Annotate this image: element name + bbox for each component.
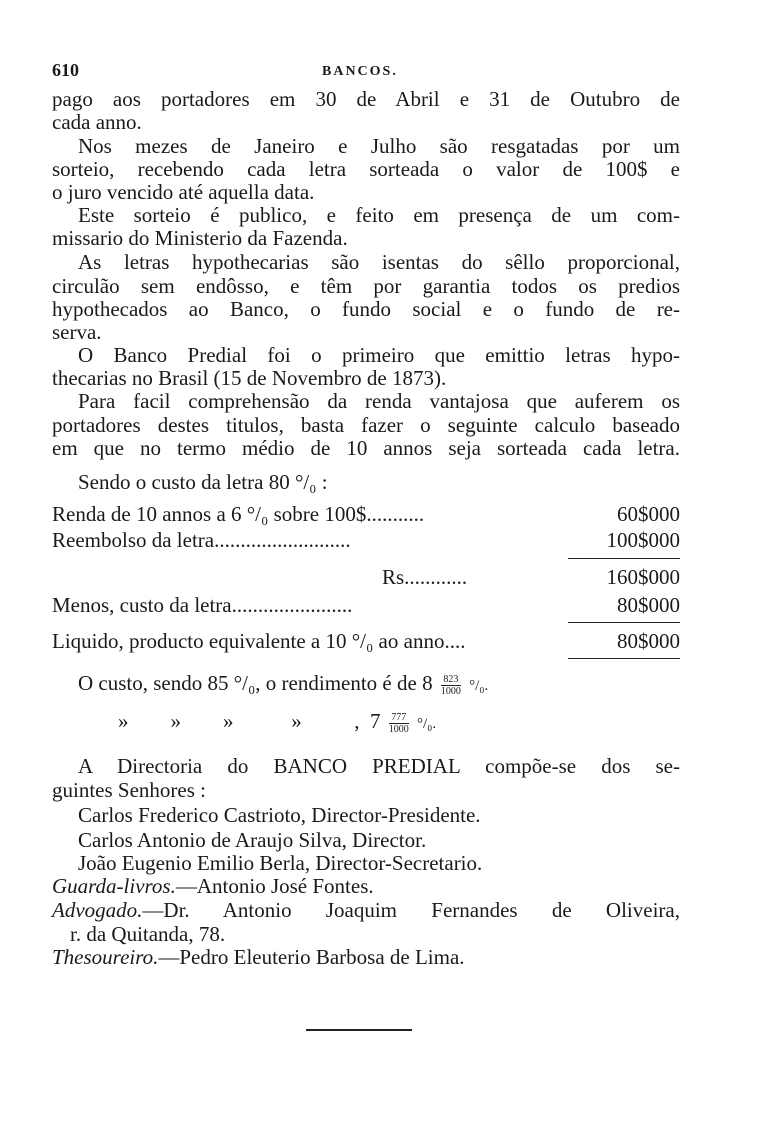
text-line: A Directoria do BANCO PREDIAL compõe-se dos se-	[78, 754, 680, 778]
table-row-label: Reembolso da letra..........................	[52, 528, 351, 552]
table-row-label: Liquido, producto equivalente a 10 °/₀ ao anno....	[52, 629, 466, 653]
sum-rule	[568, 558, 680, 559]
name: —Antonio José Fontes.	[175, 874, 374, 898]
text-line: circulão sem endôsso, e têm por garantia todos os predios	[52, 274, 680, 298]
page-number: 610	[52, 60, 79, 80]
text-line: em que no termo médio de 10 annos seja sorteada cada letra.	[52, 436, 680, 460]
role: Thesoureiro.	[52, 945, 159, 969]
denominator: 1000	[440, 685, 461, 697]
name: —Dr. Antonio Joaquim Fernandes de Oliveira,	[142, 898, 680, 922]
role: Advogado.	[52, 898, 143, 922]
table-row-label: Rs............	[382, 565, 468, 589]
text-line: As letras hypothecarias são isentas do sêllo proporcional,	[78, 250, 680, 274]
table-row-amount: 80$000	[617, 629, 680, 653]
member-line	[52, 899, 680, 922]
numerator: 823	[443, 673, 459, 685]
role: Guarda-livros.	[52, 874, 176, 898]
table-row-amount: 160$000	[606, 565, 680, 589]
denominator: 1000	[388, 723, 409, 735]
text-line: Nos mezes de Janeiro e Julho são resgatadas por um	[78, 134, 680, 158]
sum-rule	[568, 622, 680, 623]
yield-line	[118, 710, 436, 736]
text-line: Para facil comprehensão da renda vantajosa que auferem os	[78, 389, 680, 413]
text-line: o juro vencido até aquella data.	[52, 180, 315, 204]
member-line: João Eugenio Emilio Berla, Director-Secretario.	[78, 851, 483, 875]
table-row	[52, 630, 680, 653]
text-line: cada anno.	[52, 110, 142, 134]
fraction	[441, 674, 461, 697]
table-row-amount: 100$000	[606, 528, 680, 552]
text-line: Sendo o custo da letra 80 °/₀ :	[78, 470, 328, 494]
text-line: pago aos portadores em 30 de Abril e 31 de Outubro de	[52, 87, 680, 111]
text-line: serva.	[52, 320, 102, 344]
text-line: guintes Senhores :	[52, 778, 206, 802]
text-line: Este sorteio é publico, e feito em presença de um com-	[78, 203, 680, 227]
numerator: 777	[391, 711, 407, 723]
percent-sign: °/₀.	[469, 678, 489, 694]
text-line: portadores destes titulos, basta fazer o seguinte calculo baseado	[52, 413, 680, 437]
text-line: missario do Ministerio da Fazenda.	[52, 226, 348, 250]
table-row	[52, 503, 680, 526]
sum-rule	[568, 658, 680, 659]
text-line: hypothecados ao Banco, o fundo social e o fundo de re-	[52, 297, 680, 321]
yield-text: O custo, sendo 85 °/₀, o rendimento é de 8	[78, 671, 433, 695]
name: —Pedro Eleuterio Barbosa de Lima.	[158, 945, 465, 969]
end-rule	[306, 1029, 412, 1031]
member-line: Carlos Antonio de Araujo Silva, Director.	[78, 828, 427, 852]
yield-line	[78, 672, 488, 698]
member-line	[52, 875, 680, 898]
yield-text: » » » » , 7	[118, 709, 381, 733]
running-title: BANCOS.	[322, 64, 398, 79]
table-row	[382, 566, 680, 589]
table-row	[52, 529, 680, 552]
member-line	[52, 946, 680, 969]
text-line: O Banco Predial foi o primeiro que emittio letras hypo-	[78, 343, 680, 367]
address-line: r. da Quitanda, 78.	[70, 922, 226, 946]
table-row-amount: 80$000	[617, 593, 680, 617]
member-line: Carlos Frederico Castrioto, Director-Presidente.	[78, 803, 481, 827]
fraction	[389, 712, 409, 735]
table-row-amount: 60$000	[617, 502, 680, 526]
table-row-label: Renda de 10 annos a 6 °/₀ sobre 100$...........	[52, 502, 425, 526]
text-line: thecarias no Brasil (15 de Novembro de 1873).	[52, 366, 447, 390]
table-row-label: Menos, custo da letra.......................	[52, 593, 353, 617]
percent-sign: °/₀.	[417, 716, 437, 732]
table-row	[52, 594, 680, 617]
text-line: sorteio, recebendo cada letra sorteada o valor de 100$ e	[52, 157, 680, 181]
